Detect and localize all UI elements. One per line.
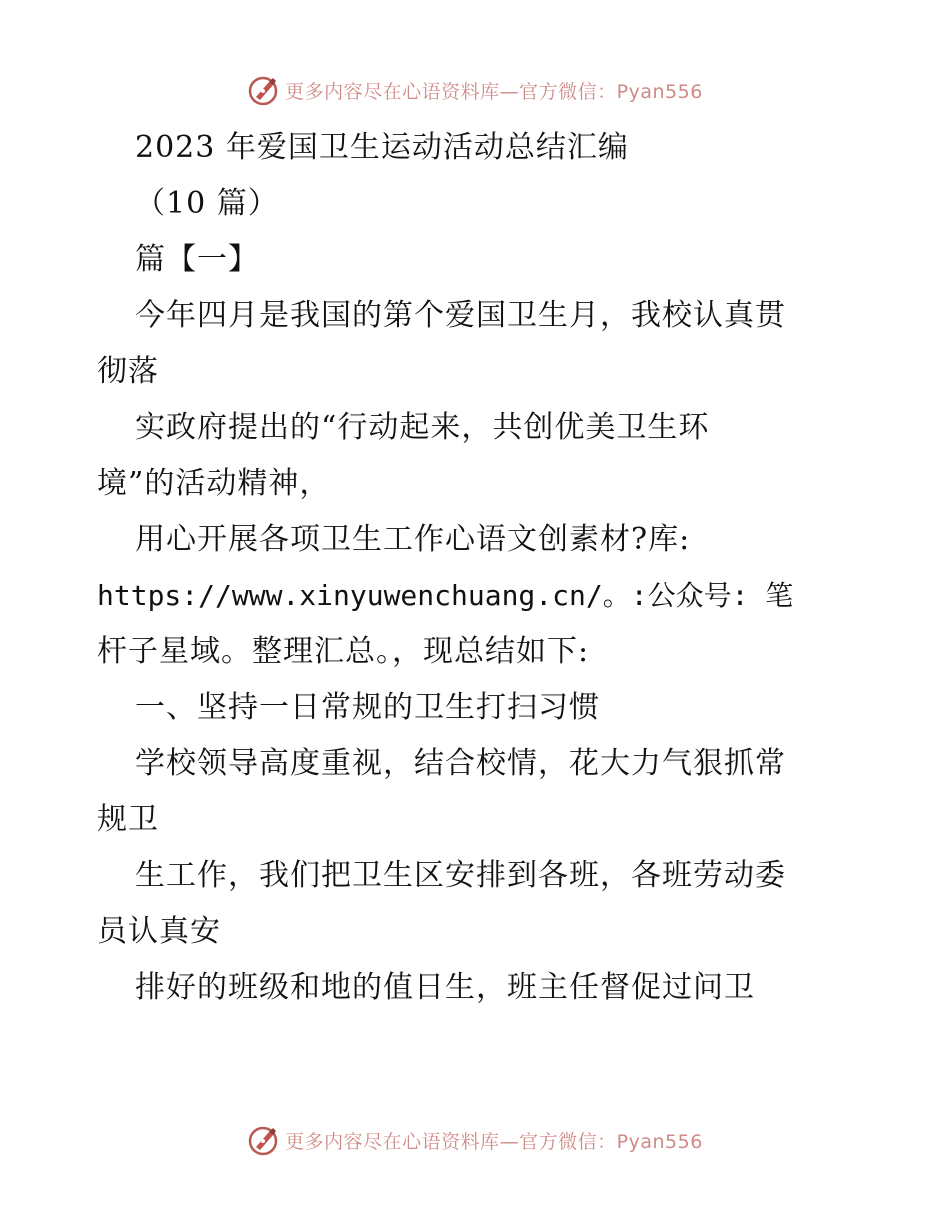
subsection-heading: 一、坚持一日常规的卫生打扫习惯 <box>135 690 600 725</box>
paragraph-line: 实政府提出的“行动起来，共创优美卫生环 <box>135 410 710 445</box>
pen-logo-icon <box>247 1123 281 1157</box>
paragraph-line: 员认真安 <box>97 914 221 949</box>
paragraph-line: 规卫 <box>97 802 159 837</box>
paragraph-line: 排好的班级和地的值日生，班主任督促过问卫 <box>135 970 755 1005</box>
url-line: https://www.xinyuwenchuang.cn/。:公众号: 笔 <box>97 579 794 612</box>
paragraph-line: 生工作，我们把卫生区安排到各班，各班劳动委 <box>135 858 786 893</box>
paragraph-line: 杆子星域。整理汇总。，现总结如下: <box>97 634 590 669</box>
footer-banner-text: 更多内容尽在心语资料库—官方微信：Pyan556 <box>285 1130 703 1153</box>
pen-logo-icon <box>247 73 281 107</box>
paragraph-line: 学校领导高度重视，结合校情，花大力气狠抓常 <box>135 746 786 781</box>
paragraph-line: 境”的活动精神， <box>97 466 331 501</box>
document-title: 2023 年爱国卫生运动活动总结汇编 <box>135 130 629 165</box>
footer-banner <box>0 1120 950 1160</box>
header-banner <box>0 70 950 110</box>
header-banner-text: 更多内容尽在心语资料库—官方微信：Pyan556 <box>285 80 703 103</box>
document-body <box>97 120 857 1016</box>
section-heading: 篇【一】 <box>135 242 259 277</box>
paragraph-line: 彻落 <box>97 354 159 389</box>
paragraph-line: 今年四月是我国的第个爱国卫生月，我校认真贯 <box>135 298 786 333</box>
paragraph-line: 用心开展各项卫生工作心语文创素材?库: <box>135 522 691 557</box>
document-subtitle: （10 篇） <box>135 186 279 221</box>
